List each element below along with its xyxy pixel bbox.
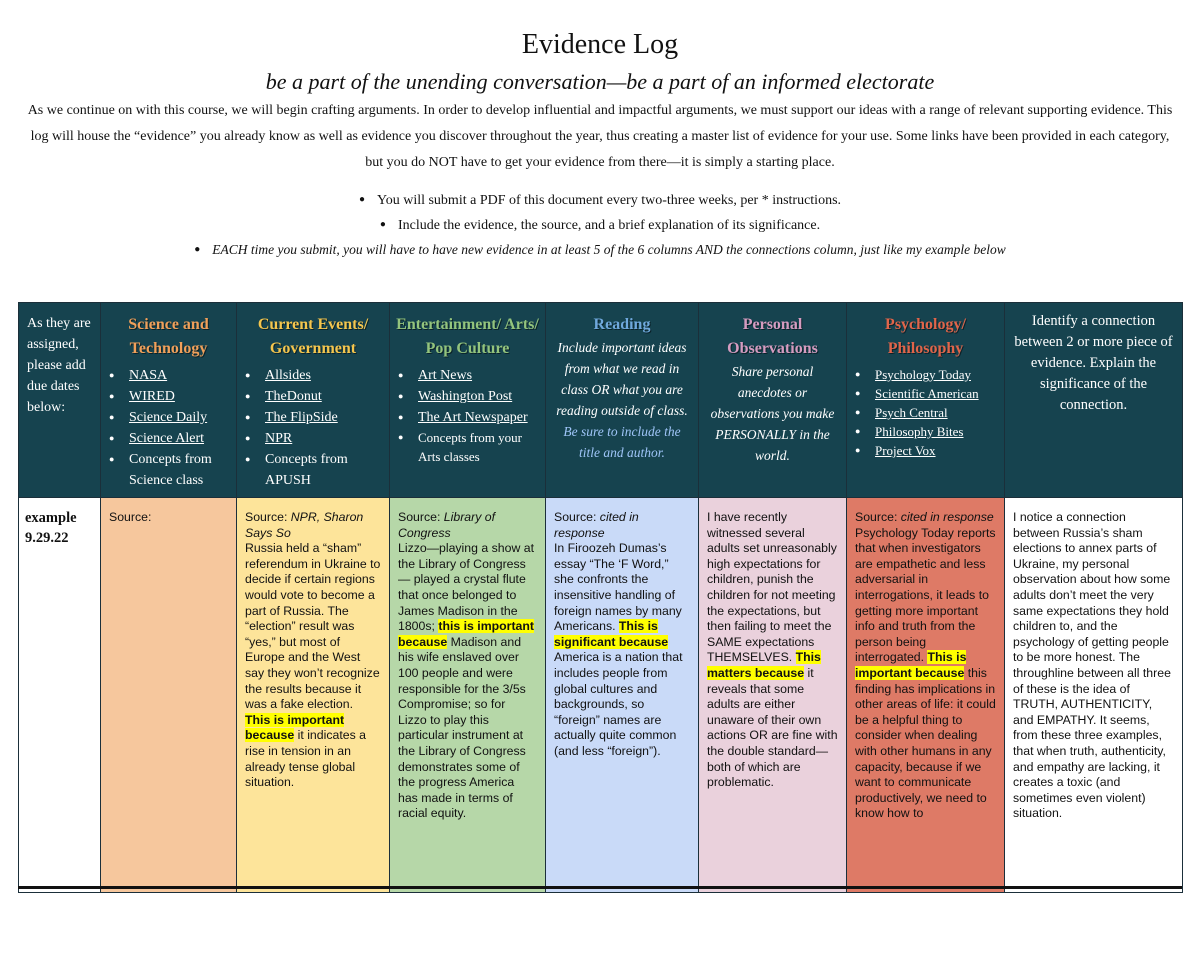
link-science-alert[interactable]: ● Science Alert	[129, 428, 230, 449]
list-item: ● Concepts from APUSH	[265, 449, 383, 491]
list-item: ● Concepts from Science class	[129, 449, 230, 491]
link-scientific-american[interactable]: ● Scientific American	[875, 384, 998, 403]
header-science	[101, 303, 237, 498]
instruction-item: ● You will submit a PDF of this document every two-three weeks, per * instructions.	[358, 193, 842, 208]
highlight: This is important because	[855, 650, 967, 680]
bullet-icon: ●	[358, 194, 365, 205]
source-citation: cited in response	[900, 510, 994, 524]
reading-cell[interactable]: Source: cited in response In Firoozeh Dumas’s essay “The ‘F Word,” she confronts the insensitive handling of foreign names by many Americans. This is significant because America is a nation that includes people from global cultures and backgrounds, so “foreign” names are actually quite common (and less “foreign”).	[546, 498, 699, 893]
link-the-flipside[interactable]: ● The FlipSide	[265, 407, 383, 428]
header-current-events	[237, 303, 390, 498]
intro-paragraph: As we continue on with this course, we will begin crafting arguments. In order to develop influential and impactful arguments, we must support our ideas with a range of relevant supporting evidence. This log will house the “evidence” you already know as well as evidence you discover throughout the year, thus creating a master list of evidence for your use. Some links have been provided in each category, but you do NOT have to get your evidence from there—it is simply a starting place.	[27, 103, 1173, 170]
link-psychology-today[interactable]: ● Psychology Today	[875, 365, 998, 384]
personal-cell[interactable]: I have recently witnessed several adults set unreasonably high expectations for children, punish the children for not meeting the expectations, but then failing to meet the SAME expectations THEMSELVES. This matters because it reveals that some adults are either unaware of their own actions OR are fine with the double standard—both of which are problematic.	[699, 498, 847, 893]
link-npr[interactable]: ● NPR	[265, 428, 383, 449]
column-description: Include important ideas from what we read in class OR what you are reading outside of class.	[556, 340, 688, 418]
connection-cell[interactable]: I notice a connection between Russia’s sham elections to annex parts of Ukraine, my personal observation about how some adults don’t meet the very same expectations they hold children to, and the psychology of getting people to be more honest. The throughline between all three of these is the idea of TRUTH, AUTHENTICITY, and EMPATHY. It seems, from these three examples, that when truth, authenticity, and empathy are lacking, it creates a toxic (and sometimes even violent) situation.	[1005, 498, 1183, 893]
header-row	[19, 303, 1183, 498]
instruction-item: ● EACH time you submit, you will have to have new evidence in at least 5 of the 6 columns AND the connections column, just like my example below	[194, 242, 1006, 257]
column-title: Personal Observations	[727, 316, 818, 357]
header-connection: Identify a connection between 2 or more piece of evidence. Explain the significance of the connection.	[1005, 303, 1183, 498]
link-psych-central[interactable]: ● Psych Central	[875, 403, 998, 422]
link-washington-post[interactable]: ● Washington Post	[418, 386, 539, 407]
header-reading	[546, 303, 699, 498]
example-date-cell: example 9.29.22	[19, 498, 101, 893]
link-thedonut[interactable]: ● TheDonut	[265, 386, 383, 407]
link-philosophy-bites[interactable]: ● Philosophy Bites	[875, 422, 998, 441]
highlight: This is important because	[245, 712, 345, 743]
header-personal	[699, 303, 847, 498]
source-citation: cited in response	[554, 510, 639, 540]
column-title: Entertainment/ Arts/ Pop Culture	[396, 316, 539, 357]
column-title: Current Events/ Government	[257, 316, 369, 357]
instruction-list	[0, 188, 1200, 262]
current-events-cell[interactable]: Source: NPR, Sharon Says So Russia held a “sham” referendum in Ukraine to decide if certain regions would vote to become a part of Russia. The “election” result was “yes,” but most of Europe and the West say they won’t recognize the results because it was a fake election. This is important because it indicates a rise in tension in an already tense global situation.	[237, 498, 390, 893]
column-title: Science and Technology	[128, 316, 209, 357]
science-cell[interactable]: Source:	[101, 498, 237, 893]
entertainment-cell[interactable]: Source: Library of Congress Lizzo—playing a show at the Library of Congress— played a crystal flute that once belonged to James Madison in the 1800s; this is important because Madison and his wife enslaved over 100 people and were responsible for the 3/5s Compromise; so for Lizzo to play this particular instrument at the Library of Congress demonstrates some of the progress America has made in terms of racial equity.	[390, 498, 546, 893]
column-note: Be sure to include the title and author.	[563, 424, 681, 460]
highlight: This is significant because	[554, 619, 669, 649]
source-citation: NPR, Sharon Says So	[245, 510, 364, 540]
highlight: This matters because	[707, 650, 821, 680]
list-item: ● Concepts from your Arts classes	[418, 428, 539, 466]
instruction-item: ● Include the evidence, the source, and a brief explanation of its significance.	[379, 218, 821, 233]
link-wired[interactable]: ● WIRED	[129, 386, 230, 407]
header-entertainment	[390, 303, 546, 498]
highlight: this is important because	[398, 619, 534, 649]
bullet-icon: ●	[194, 244, 201, 255]
table-bottom-border	[18, 886, 1182, 889]
example-row	[19, 498, 1183, 893]
link-science-daily[interactable]: ● Science Daily	[129, 407, 230, 428]
link-allsides[interactable]: ● Allsides	[265, 365, 383, 386]
document-subtitle: be a part of the unending conversation—be a part of an informed electorate	[265, 69, 935, 94]
source-citation: Library of Congress	[398, 510, 496, 540]
document-title: Evidence Log	[521, 29, 679, 60]
header-due-dates: As they are assigned, please add due dates below:	[19, 303, 101, 498]
link-the-art-newspaper[interactable]: ● The Art Newspaper	[418, 407, 539, 428]
link-art-news[interactable]: ● Art News	[418, 365, 539, 386]
evidence-log-table	[18, 302, 1183, 893]
column-title: Reading	[593, 316, 651, 333]
link-project-vox[interactable]: ● Project Vox	[875, 441, 998, 460]
link-nasa[interactable]: ● NASA	[129, 365, 230, 386]
bullet-icon: ●	[379, 219, 386, 230]
psychology-cell[interactable]: Source: cited in response Psychology Today reports that when investigators are empathetic and less adversarial in interrogations, it leads to getting more important info and truth from the person being interrogated. This is important because this finding has implications in other areas of life: it could be a helpful thing to consider when dealing with other humans in any capacity, because if we want to communicate productively, we need to know how to	[847, 498, 1005, 893]
column-description: Share personal anecdotes or observations you make PERSONALLY in the world.	[710, 364, 835, 463]
header-psychology	[847, 303, 1005, 498]
column-title: Psychology/ Philosophy	[885, 316, 966, 357]
